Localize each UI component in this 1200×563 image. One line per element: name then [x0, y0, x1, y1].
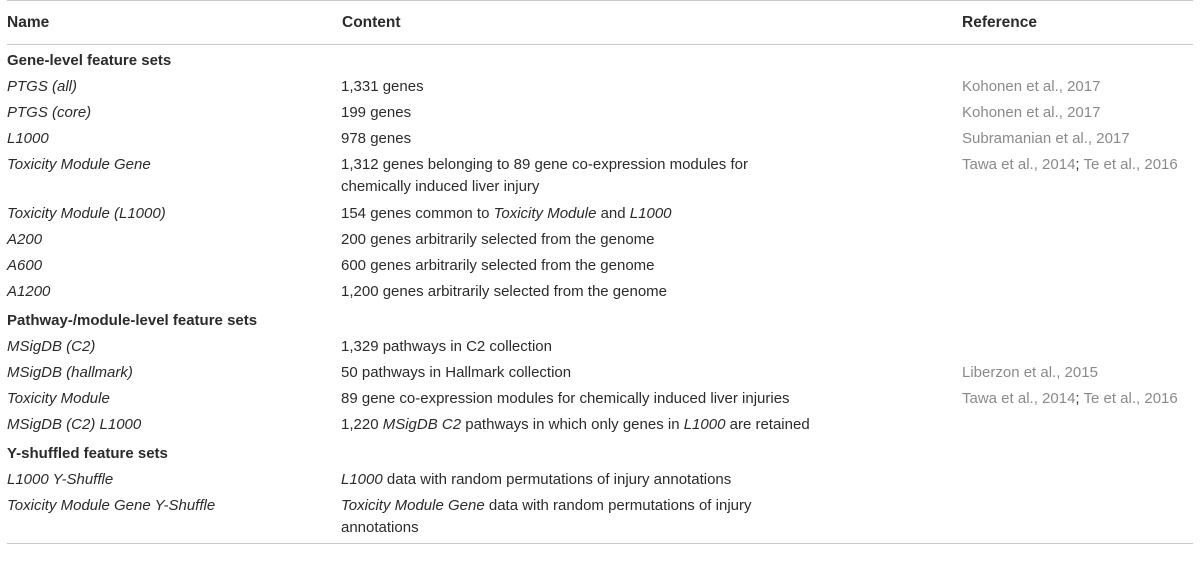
table-row	[7, 279, 1193, 305]
reference-link[interactable]: Te et al., 2016	[1083, 156, 1178, 173]
content-line: chemically induced liver injury	[341, 178, 540, 195]
reference-link[interactable]: Liberzon et al., 2015	[962, 364, 1098, 381]
table-row	[7, 100, 1193, 126]
table-row	[7, 334, 1193, 360]
row-reference	[962, 152, 1193, 201]
table-row	[7, 74, 1193, 100]
row-reference	[962, 360, 1193, 386]
table-row	[7, 360, 1193, 386]
table-row	[7, 493, 1193, 544]
content-italic: MSigDB C2	[382, 416, 462, 433]
row-reference: Subramanian et al., 2017	[962, 130, 1130, 147]
content-italic: Toxicity Module Gene	[341, 497, 485, 514]
section-title-y-shuffled: Y-shuffled feature sets	[7, 444, 168, 462]
row-content	[341, 201, 962, 227]
row-content: 1,329 pathways in C2 collection	[341, 338, 552, 355]
row-name: MSigDB (hallmark)	[7, 364, 133, 381]
row-reference	[962, 334, 1193, 360]
content-text: and	[596, 205, 630, 222]
row-content: 1,200 genes arbitrarily selected from the genome	[341, 283, 668, 300]
row-reference: Kohonen et al., 2017	[962, 104, 1101, 121]
reference-link[interactable]: Tawa et al., 2014	[962, 390, 1076, 407]
section-row	[7, 438, 1193, 467]
row-content: 199 genes	[341, 104, 412, 121]
reference-separator: ;	[1075, 156, 1080, 173]
table-row	[7, 227, 1193, 253]
table-row	[7, 253, 1193, 279]
reference-separator: ;	[1075, 390, 1080, 407]
row-name: L1000	[7, 130, 49, 147]
row-content	[341, 493, 962, 544]
feature-sets-table	[7, 0, 1193, 544]
row-name: Toxicity Module	[7, 390, 110, 407]
header-content: Content	[341, 1, 962, 45]
content-text: 1,220	[341, 416, 383, 433]
content-text: pathways in which only genes in	[461, 416, 684, 433]
row-name: Toxicity Module Gene Y-Shuffle	[7, 493, 341, 544]
row-reference	[962, 253, 1193, 279]
table-row	[7, 152, 1193, 201]
content-text: are retained	[725, 416, 810, 433]
row-reference	[962, 386, 1193, 412]
row-name: A1200	[7, 283, 51, 300]
content-italic: Toxicity Module	[493, 205, 597, 222]
row-reference	[962, 201, 1193, 227]
row-content	[341, 152, 962, 201]
table-row	[7, 467, 1193, 493]
section-row	[7, 305, 1193, 334]
content-line: 1,312 genes belonging to 89 gene co-expression modules for	[341, 156, 748, 173]
row-content	[341, 467, 962, 493]
row-name: L1000 Y-Shuffle	[7, 471, 114, 488]
header-reference: Reference	[962, 1, 1193, 45]
row-content: 978 genes	[341, 130, 412, 147]
row-name: PTGS (all)	[7, 78, 78, 95]
table-row	[7, 412, 1193, 438]
content-text: data with random permutations of injury annotations	[382, 471, 732, 488]
row-reference	[962, 412, 1193, 438]
row-reference	[962, 493, 1193, 544]
content-italic: L1000	[683, 416, 726, 433]
table-row	[7, 201, 1193, 227]
row-name: Toxicity Module (L1000)	[7, 205, 166, 222]
table-row	[7, 126, 1193, 152]
row-name: A600	[7, 257, 43, 274]
row-content: 600 genes arbitrarily selected from the genome	[341, 257, 655, 274]
row-name: Toxicity Module Gene	[7, 156, 151, 173]
content-line: annotations	[341, 519, 419, 536]
section-title-pathway-level: Pathway-/module-level feature sets	[7, 311, 258, 329]
row-reference	[962, 279, 1193, 305]
row-reference	[962, 467, 1193, 493]
row-name: MSigDB (C2) L1000	[7, 416, 142, 433]
row-name: A200	[7, 231, 43, 248]
section-row	[7, 45, 1193, 75]
row-name: MSigDB (C2)	[7, 338, 96, 355]
row-content: 89 gene co-expression modules for chemically induced liver injuries	[341, 390, 790, 407]
header-name: Name	[7, 1, 341, 45]
row-content: 200 genes arbitrarily selected from the genome	[341, 231, 655, 248]
section-title-gene-level: Gene-level feature sets	[7, 51, 172, 69]
row-content: 50 pathways in Hallmark collection	[341, 364, 572, 381]
row-name: PTGS (core)	[7, 104, 92, 121]
content-italic: L1000	[629, 205, 672, 222]
table-header-row	[7, 1, 1193, 45]
row-reference: Kohonen et al., 2017	[962, 78, 1101, 95]
row-content: 1,331 genes	[341, 78, 424, 95]
content-text: 154 genes common to	[341, 205, 494, 222]
reference-link[interactable]: Te et al., 2016	[1083, 390, 1178, 407]
table-row	[7, 386, 1193, 412]
content-text: data with random permutations of injury	[484, 497, 752, 514]
row-reference	[962, 227, 1193, 253]
row-content	[341, 412, 962, 438]
content-italic: L1000	[341, 471, 383, 488]
reference-link[interactable]: Tawa et al., 2014	[962, 156, 1076, 173]
